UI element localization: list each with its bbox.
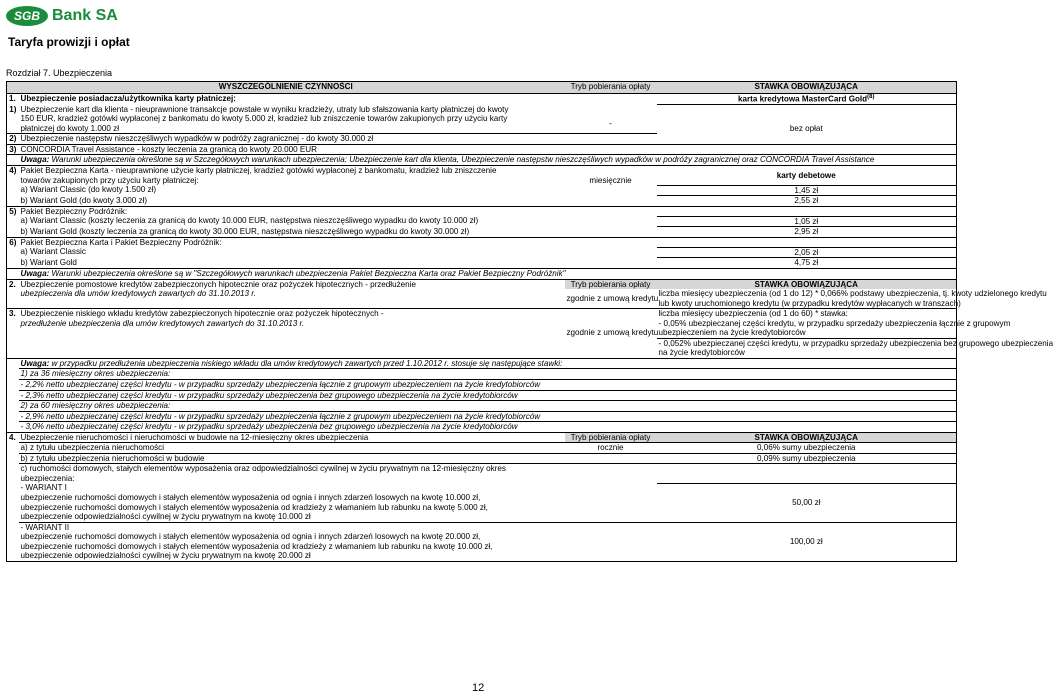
card-header [657, 94, 957, 105]
empty-cell [565, 309, 657, 319]
item-text: ubezpieczenie ruchomości domowych i stałych elementów wyposażenia od ognia i innych zdarzeń losowych na kwotę 20.000 zł, [20, 532, 481, 542]
item-number: 3) [7, 144, 19, 155]
empty-cell [7, 216, 19, 227]
empty-cell [7, 401, 19, 412]
note-text: 2) za 60 miesięczny okres ubezpieczenia: [19, 401, 957, 412]
note-row [7, 268, 957, 279]
item-text: b) Wariant Gold (do kwoty 3.000 zł) [20, 195, 148, 205]
header-rate: STAWKA OBOWIĄZUJĄCA [657, 82, 957, 94]
rate-value: liczba miesięcy ubezpieczenia (od 1 do 60) * stawka: [657, 309, 957, 319]
note-row [7, 401, 957, 412]
item-text: a) z tytułu ubezpieczenia nieruchomości [19, 443, 565, 454]
rate-value: 2,55 zł [657, 196, 957, 207]
section-2-row [7, 289, 957, 299]
item-text: c) ruchomości domowych, stałych elementów wyposażenia oraz odpowiedzialności cywilnej w życiu prywatnym na 12-miesięczny okres [19, 464, 565, 474]
logo-badge: SGB [6, 6, 48, 26]
mode-value: miesięcznie [589, 175, 632, 185]
note-label: Uwaga: [20, 155, 50, 165]
list-item [7, 216, 957, 227]
item-text: a) Wariant Classic [20, 247, 86, 257]
empty-cell [7, 328, 19, 338]
note-text: 1) za 36 miesięczny okres ubezpieczenia: [19, 369, 957, 380]
header-activities: WYSZCZEGÓLNIENIE CZYNNOŚCI [7, 82, 565, 94]
mode-value: rocznie [565, 443, 657, 454]
note-text [19, 358, 957, 369]
empty-cell [7, 369, 19, 380]
item-text: ubezpieczenie odpowiedzialności cywilnej w życiu prywatnym na kwotę 10.000 zł [20, 512, 311, 522]
empty-cell [565, 464, 657, 474]
section-3-row [7, 338, 957, 348]
empty-cell [19, 338, 657, 348]
section-2-row [7, 279, 957, 289]
bank-logo [6, 5, 118, 27]
list-item [7, 443, 957, 454]
list-item [7, 185, 957, 196]
mode-value: zgodnie z umową kredytu [566, 293, 659, 303]
section-title: Ubezpieczenie nieruchomości i nieruchomości w budowie na 12-miesięczny okres ubezpieczenia [20, 432, 369, 442]
item-text: b) Wariant Gold [20, 257, 77, 267]
table-header-row [7, 82, 957, 94]
empty-cell [7, 299, 19, 309]
note-body: w przypadku przedłużenia ubezpieczenia niskiego wkładu dla umów kredytowych zawartych przed 1.10.2012 r. stosuje się następujące stawki: [49, 358, 563, 368]
fee-table [6, 81, 1053, 562]
empty-cell [7, 338, 19, 348]
item-text: CONCORDIA Travel Assistance - koszty leczenia za granicą do kwoty 20.000 EUR [19, 144, 657, 155]
section-3-row [7, 348, 957, 358]
list-item [7, 258, 957, 269]
item-text: Ubezpieczenie kart dla klienta - nieuprawnione transakcje powstałe w wyniku kradzieży, utraty lub sfałszowania karty płatniczej do kwoty [20, 104, 509, 114]
empty-cell [657, 237, 957, 247]
rate-value: 100,00 zł [657, 522, 957, 561]
logo-text: Bank SA [52, 7, 118, 24]
item-text: Pakiet Bezpieczna Karta i Pakiet Bezpieczny Podróżnik: [19, 237, 657, 247]
item-text: - WARIANT I [20, 483, 67, 493]
note-label: Uwaga: [20, 268, 50, 278]
section-title: Ubezpieczenie posiadacza/użytkownika karty płatniczej: [20, 94, 236, 103]
list-item [7, 114, 957, 124]
item-text: b) z tytułu ubezpieczenia nieruchomości w budowie [19, 453, 565, 464]
empty-cell [7, 185, 19, 196]
chapter-title: Rozdział 7. Ubezpieczenia [6, 68, 113, 78]
note-text: - 2,2% netto ubezpieczanej części kredytu - w przypadku sprzedaży ubezpieczenia łącznie z grupowym ubezpieczeniem na życie kredytobiorców [19, 380, 957, 391]
empty-cell [565, 483, 657, 493]
empty-cell [19, 328, 565, 338]
item-text: Ubezpieczenie następstw nieszczęśliwych wypadków w podróży zagranicznej - do kwoty 30.000 zł [19, 134, 657, 145]
header-mode: Tryb pobierania opłaty [565, 432, 657, 443]
empty-cell [7, 124, 19, 134]
note-text [19, 268, 957, 279]
empty-cell [657, 105, 957, 115]
header-mode: Tryb pobierania opłaty [565, 82, 657, 94]
item-text: ubezpieczenie ruchomości domowych i stałych elementów wyposażenia od kradzieży z włamaniem lub rabunku na kwotę 5.000 zł, [20, 502, 488, 512]
list-item [7, 206, 957, 216]
note-label: Uwaga: [20, 358, 50, 368]
footnote-ref: (8) [867, 94, 875, 100]
note-row [7, 358, 957, 369]
list-item [7, 105, 957, 115]
rate-value: 0,09% sumy ubezpieczenia [657, 453, 957, 464]
item-text: 150 EUR, kradzież gotówki wypłaconej z bankomatu do kwoty 5.000 zł, kradzież lub zniszczenie towarów zakupionych przy użyciu karty [20, 114, 508, 124]
note-row [7, 411, 957, 422]
header-rate: STAWKA OBOWIĄZUJĄCA [657, 279, 957, 289]
item-number: 5) [7, 206, 19, 216]
item-text: b) Wariant Gold (koszty leczenia za granicą do kwoty 30.000 EUR, następstwa nieszczęśliwego wypadku do kwoty 30.000 zł) [20, 226, 470, 236]
empty-cell [7, 493, 19, 503]
empty-cell [7, 464, 19, 474]
rate-value: 1,05 zł [657, 216, 957, 227]
note-row [7, 155, 957, 166]
card-header-label: karta kredytowa MasterCard Gold [738, 94, 868, 104]
list-item [7, 522, 957, 532]
empty-cell [565, 319, 657, 329]
item-text: a) Wariant Classic (do kwoty 1.500 zł) [20, 185, 157, 195]
note-text: - 2,9% netto ubezpieczanej części kredytu - w przypadku sprzedaży ubezpieczenia łącznie z grupowym ubezpieczeniem na życie kredytobiorców [19, 411, 957, 422]
rate-value: bez opłat [657, 114, 957, 144]
note-row [7, 369, 957, 380]
item-text: ubezpieczenia: [20, 473, 75, 483]
empty-cell [7, 176, 19, 186]
section-title: przedłużenie ubezpieczenia dla umów kredytowych zawartych do 31.10.2013 r. [20, 318, 305, 328]
item-text: ubezpieczenie odpowiedzialności cywilnej w życiu prywatnym na kwotę 20.000 zł [19, 551, 657, 561]
item-text: Pakiet Bezpieczny Podróżnik: [19, 206, 657, 216]
rate-value: ubezpieczeniem na życie kredytobiorców [657, 328, 957, 338]
section-title: Ubezpieczenie niskiego wkładu kredytów zabezpieczonych hipotecznie oraz pożyczek hipotecznych - [20, 309, 384, 319]
item-text: - WARIANT II [19, 522, 657, 532]
empty-cell [7, 542, 19, 552]
empty-cell [7, 380, 19, 391]
note-text: - 3,0% netto ubezpieczanej części kredytu - w przypadku sprzedaży ubezpieczenia bez grupowego ubezpieczenia na życie kredytobiorców [19, 422, 957, 433]
section-number: 4. [7, 432, 19, 443]
empty-cell [7, 155, 19, 166]
item-number: 2) [7, 134, 19, 145]
list-item [7, 237, 957, 247]
list-item [7, 227, 957, 238]
empty-cell [7, 348, 19, 358]
empty-cell [7, 453, 19, 464]
item-number: 6) [7, 237, 19, 247]
note-text [19, 155, 957, 166]
empty-cell [565, 474, 657, 484]
empty-cell [7, 358, 19, 369]
item-number: 4) [7, 166, 19, 176]
list-item [7, 464, 957, 474]
empty-cell [565, 453, 657, 464]
document-title: Taryfa prowizji i opłat [8, 35, 130, 49]
debit-header: karty debetowe [657, 166, 957, 186]
item-text: a) Wariant Classic (koszty leczenia za granicą do kwoty 10.000 EUR, następstwa nieszczęśliwego wypadku do kwoty 10.000 zł) [20, 216, 479, 226]
item-number: 1) [7, 105, 19, 115]
section-3-row [7, 319, 957, 329]
section-4-row [7, 432, 957, 443]
section-1-title-row [7, 94, 957, 105]
section-2-row [7, 299, 957, 309]
empty-cell [7, 422, 19, 433]
header-mode: Tryb pobierania opłaty [565, 279, 657, 289]
rate-value: - 0,052% ubezpieczanej części kredytu, w przypadku sprzedaży ubezpieczenia bez grupowego ubezpieczenia [658, 338, 1053, 348]
item-text: ubezpieczenie ruchomości domowych i stałych elementów wyposażenia od ognia i innych zdarzeń losowych na kwotę 10.000 zł, [20, 493, 481, 503]
list-item [7, 453, 957, 464]
empty-cell [7, 411, 19, 422]
empty-cell [7, 532, 19, 542]
item-text: płatniczej do kwoty 1.000 zł [20, 123, 120, 133]
note-row [7, 422, 957, 433]
empty-cell [7, 319, 19, 329]
item-text: Pakiet Bezpieczna Karta - nieuprawnione użycie karty płatniczej, kradzież gotówki wypłaconej z bankomatu, kradzież lub zniszczenie [19, 166, 657, 176]
note-body: Warunki ubezpieczenia określone są w "Szczegółowych warunkach ubezpieczenia Pakiet Bezpieczna Karta oraz Pakiet Bezpieczny Podróżnik" [49, 268, 566, 278]
empty-cell [7, 522, 19, 532]
note-row [7, 380, 957, 391]
empty-cell [7, 289, 19, 299]
empty-cell [657, 474, 957, 484]
rate-value: liczba miesięcy ubezpieczenia (od 1 do 12) * 0,066% podstawy ubezpieczenia, tj. kwoty udzielonego kredytu [658, 289, 1047, 299]
empty-cell [7, 503, 19, 513]
mode-value: zgodnie z umową kredytu [566, 328, 659, 338]
section-title: Ubezpieczenie pomostowe kredytów zabezpieczonych hipotecznie oraz pożyczek hipotecznych - przedłużenie [20, 279, 416, 289]
rate-value: 4,75 zł [657, 258, 957, 269]
list-item [7, 483, 957, 493]
empty-cell [7, 114, 19, 124]
note-row [7, 390, 957, 401]
rate-value: 50,00 zł [657, 483, 957, 522]
empty-cell [7, 483, 19, 493]
section-number: 2. [7, 279, 19, 289]
empty-cell [7, 474, 19, 484]
empty-cell [19, 299, 565, 309]
empty-cell [657, 464, 957, 474]
rate-value: lub kwoty uruchomionego kredytu (w przypadku kredytów wypłacanych w transzach) [658, 298, 961, 308]
list-item [7, 247, 957, 258]
empty-cell [7, 443, 19, 454]
rate-value: 1,45 zł [657, 185, 957, 196]
empty-cell [7, 551, 19, 561]
rate-value: 2,95 zł [657, 227, 957, 238]
list-item [7, 166, 957, 176]
list-item [7, 144, 957, 155]
section-3-row [7, 309, 957, 319]
empty-cell [7, 268, 19, 279]
list-item [7, 196, 957, 207]
section-number: 3. [7, 309, 19, 319]
note-text: - 2,3% netto ubezpieczanej części kredytu - w przypadku sprzedaży ubezpieczenia bez grupowego ubezpieczenia na życie kredytobiorców [19, 390, 957, 401]
empty-cell [7, 512, 19, 522]
item-text: towarów zakupionych przy użyciu karty płatniczej: [20, 175, 199, 185]
empty-cell [657, 206, 957, 216]
section-title: ubezpieczenia dla umów kredytowych zawartych do 31.10.2013 r. [20, 289, 256, 299]
section-3-row [7, 328, 957, 338]
empty-cell [7, 196, 19, 207]
list-item [7, 474, 957, 484]
rate-value: 2,05 zł [657, 247, 957, 258]
empty-cell [7, 258, 19, 269]
empty-cell [19, 348, 657, 358]
rate-value: - 0,05% ubezpieczanej części kredytu, w przypadku sprzedaży ubezpieczenia łącznie z grupowym [658, 318, 1011, 328]
header-rate: STAWKA OBOWIĄZUJĄCA [657, 432, 957, 443]
empty-cell [7, 227, 19, 238]
empty-cell [657, 144, 957, 155]
mode-value: - [609, 119, 612, 129]
note-body: Warunki ubezpieczenia określone są w Szczegółowych warunkach ubezpieczenia: Ubezpieczenie kart dla klienta, Ubezpieczenie następstw nieszczęśliwych wypadków w podróży zagranicznej oraz CONCORDIA Travel Assistance [49, 155, 875, 165]
section-number: 1. [7, 94, 19, 105]
page-number: 12 [472, 682, 485, 694]
empty-cell [7, 390, 19, 401]
rate-value: na życie kredytobiorców [657, 348, 957, 358]
item-text: ubezpieczenie ruchomości domowych i stałych elementów wyposażenia od kradzieży z włamaniem lub rabunku na kwotę 10.000 zł, [20, 541, 493, 551]
rate-value: 0,06% sumy ubezpieczenia [657, 443, 957, 454]
empty-cell [7, 247, 19, 258]
